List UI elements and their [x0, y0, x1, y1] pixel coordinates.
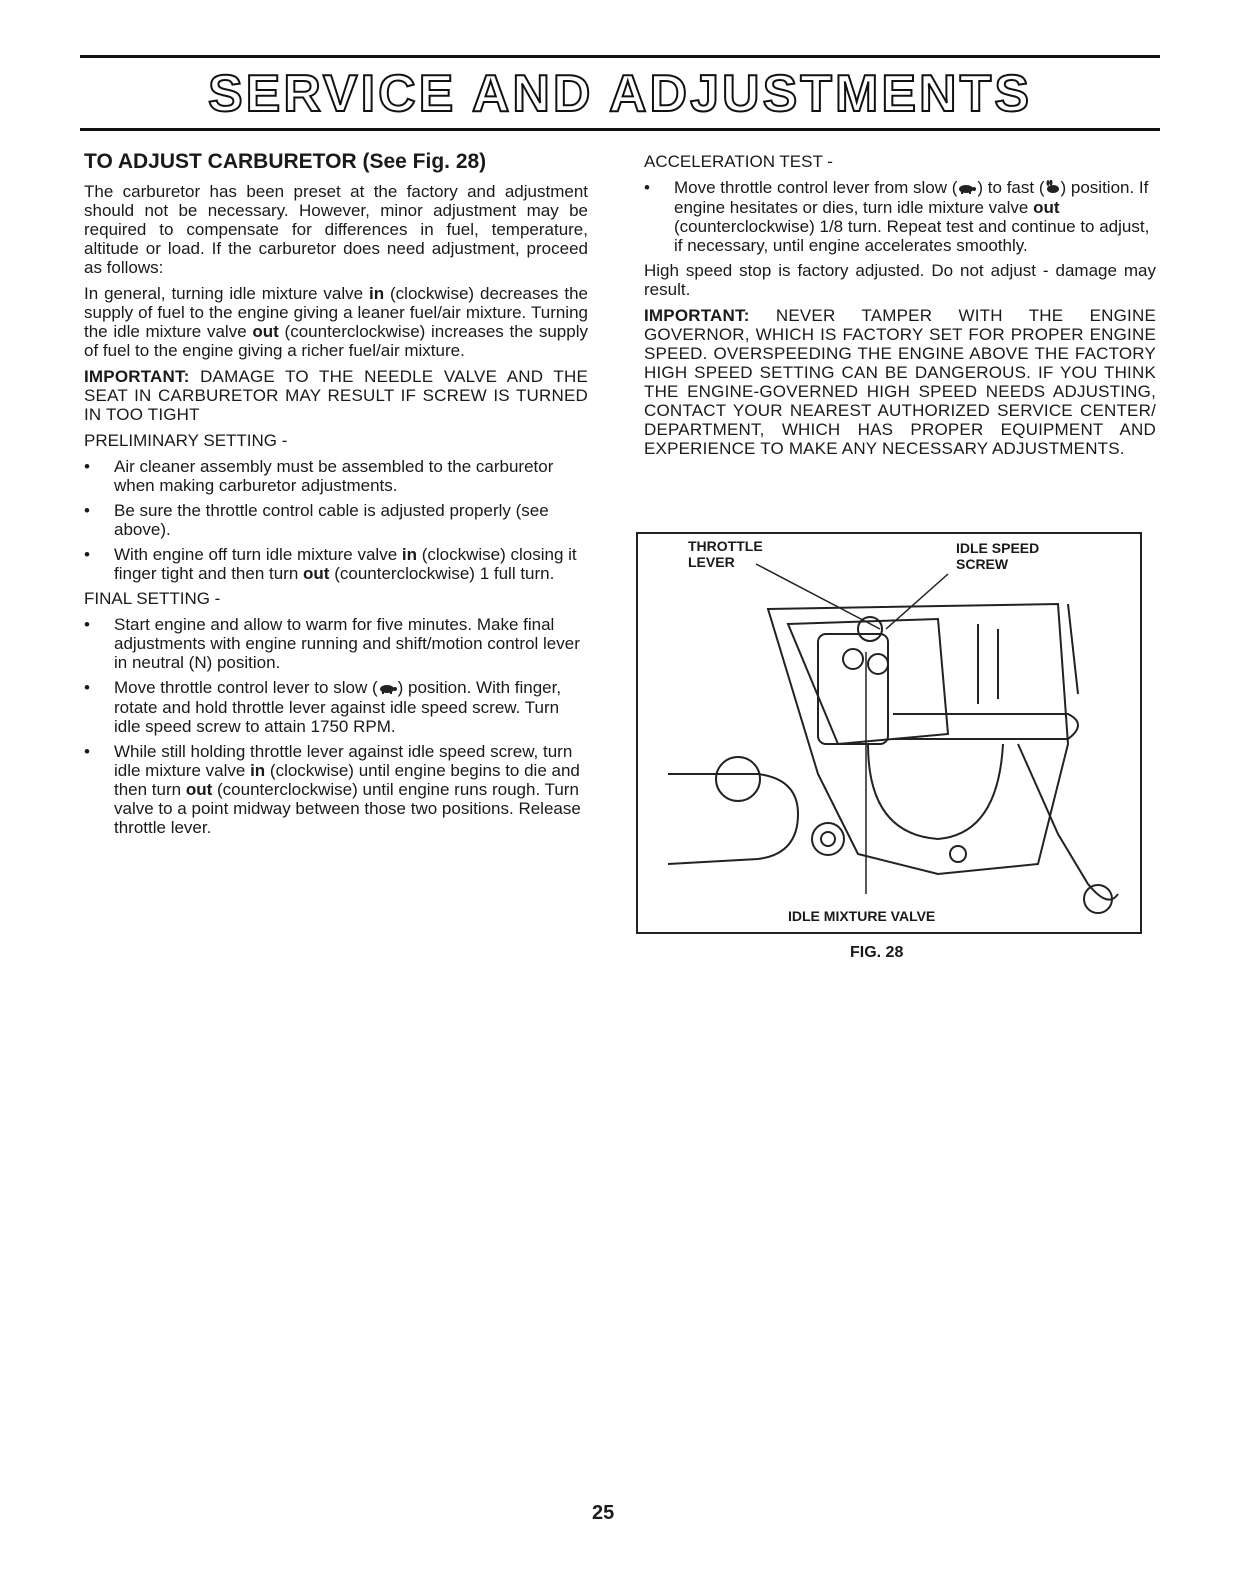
accel-text-1d: (counterclockwise) 1/8 turn. Repeat test and continue to adjust, if necessary, until engine accelerates smoothly.	[674, 217, 1150, 256]
turtle-icon	[957, 179, 977, 198]
acceleration-list	[644, 178, 1156, 255]
idle-screw-line-1: IDLE SPEED	[956, 540, 1040, 556]
accel-text-1c: ) position. If engine hesitates or dies, turn idle mixture valve	[674, 178, 1149, 218]
important-note-left	[84, 367, 588, 424]
throttle-lever-label	[688, 538, 763, 570]
general-text-1: In general, turning idle mixture valve	[84, 284, 364, 303]
accel-text-1b: ) to fast (	[977, 178, 1045, 197]
final-list	[84, 615, 588, 837]
accel-text-1a: Move throttle control lever from slow (	[674, 178, 958, 197]
prelim-text-1: Air cleaner assembly must be assembled to the carburetor when making carburetor adjustments.	[114, 457, 554, 495]
list-item	[84, 545, 588, 583]
header-rule-bottom	[80, 128, 1160, 131]
list-item	[84, 742, 588, 837]
final-label: FINAL SETTING -	[84, 589, 221, 608]
bullet: •	[644, 178, 650, 197]
throttle-line-2: LEVER	[688, 554, 735, 570]
final-text-2a: Move throttle control lever to slow (	[114, 678, 378, 697]
final-text-3c: (counterclockwise) until engine runs rough. Turn valve to a point midway between those two positions. Release throttle lever.	[114, 780, 581, 838]
acceleration-label: ACCELERATION TEST -	[644, 152, 833, 171]
prelim-text-3a: With engine off turn idle mixture valve	[114, 545, 398, 564]
general-text-3: (counterclockwise) increases the supply of fuel to the engine giving a richer fuel/air mixture.	[84, 322, 588, 360]
list-item	[84, 678, 588, 736]
header-rule-top	[80, 55, 1160, 58]
general-out: out	[252, 322, 279, 341]
idle-mixture-valve-label: IDLE MIXTURE VALVE	[788, 908, 936, 924]
rabbit-icon	[1045, 179, 1061, 198]
list-item	[84, 501, 588, 539]
list-item	[84, 615, 588, 672]
section-heading: TO ADJUST CARBURETOR (See Fig. 28)	[84, 150, 487, 173]
preliminary-list	[84, 457, 588, 583]
bullet: •	[84, 678, 90, 697]
accel-out: out	[1033, 198, 1060, 218]
important-text: DAMAGE TO THE NEEDLE VALVE AND THE SEAT IN CARBURETOR MAY RESULT IF SCREW IS TURNED IN TOO TIGHT	[84, 367, 588, 424]
intro-paragraph: The carburetor has been preset at the factory and adjustment should not be necessary. However, minor adjustment may be required to compensate for differences in fuel, temperature, altitude or load. If the carburetor does need adjustment, proceed as follows:	[84, 182, 588, 277]
final-out: out	[185, 780, 213, 800]
important-note-right	[644, 306, 1156, 458]
right-column	[644, 152, 1156, 465]
bullet: •	[84, 615, 90, 634]
figure-28	[636, 532, 1142, 934]
throttle-line-1: THROTTLE	[688, 538, 763, 554]
left-column	[84, 150, 588, 843]
important-label: IMPORTANT:	[84, 367, 190, 386]
general-text-2: (clockwise) decreases the supply of fuel to the engine giving a leaner fuel/air mixture. Turning the idle mixture valve	[84, 284, 588, 341]
bullet: •	[84, 457, 90, 476]
bullet: •	[84, 501, 90, 520]
important-label: IMPORTANT:	[644, 306, 750, 326]
preliminary-label: PRELIMINARY SETTING -	[84, 431, 288, 450]
figure-caption: FIG. 28	[850, 944, 904, 961]
important-text: NEVER TAMPER WITH THE ENGINE GOVERNOR, WHICH IS FACTORY SET FOR PROPER ENGINE SPEED. OVERSPEEDING THE ENGINE ABOVE THE FACTORY HIGH SPEED SETTING CAN BE DANGEROUS. IF YOU THINK THE ENGINE-GOVERNED HIGH SPEED NEEDS ADJUSTING, CONTACT YOUR NEAREST AUTHORIZED SERVICE CENTER/ DEPARTMENT, WHICH HAS PROPER EQUIPMENT AND EXPERIENCE TO MAKE ANY NECESSARY ADJUSTMENTS.	[644, 306, 1156, 459]
final-in: in	[250, 761, 266, 781]
prelim-text-3b: (clockwise) closing it finger tight and then turn	[114, 545, 577, 583]
page-title: SERVICE AND ADJUSTMENTS	[207, 65, 1033, 123]
turtle-icon	[378, 679, 398, 698]
list-item	[84, 457, 588, 495]
general-in: in	[368, 284, 385, 303]
high-speed-paragraph: High speed stop is factory adjusted. Do not adjust - damage may result.	[644, 261, 1156, 300]
prelim-in: in	[401, 545, 417, 564]
list-item	[644, 178, 1156, 255]
final-text-1: Start engine and allow to warm for five minutes. Make final adjustments with engine running and shift/motion control lever in neutral (N) position.	[114, 615, 580, 672]
final-text-2b: ) position. With finger, rotate and hold throttle lever against idle speed screw. Turn idle speed screw to attain 1750 RPM.	[114, 678, 562, 737]
idle-screw-line-2: SCREW	[956, 556, 1009, 572]
page-number: 25	[592, 1502, 615, 1524]
general-paragraph	[84, 284, 588, 360]
prelim-text-2: Be sure the throttle control cable is adjusted properly (see above).	[114, 501, 549, 539]
bullet: •	[84, 545, 90, 564]
idle-speed-screw-label	[956, 540, 1039, 572]
carburetor-diagram	[638, 534, 1140, 932]
final-text-3a: While still holding throttle lever against idle speed screw, turn idle mixture valve	[114, 742, 573, 781]
prelim-out: out	[303, 564, 330, 583]
prelim-text-3c: (counterclockwise) 1 full turn.	[334, 564, 555, 583]
bullet: •	[84, 742, 90, 762]
final-text-3b: (clockwise) until engine begins to die and then turn	[114, 761, 580, 800]
